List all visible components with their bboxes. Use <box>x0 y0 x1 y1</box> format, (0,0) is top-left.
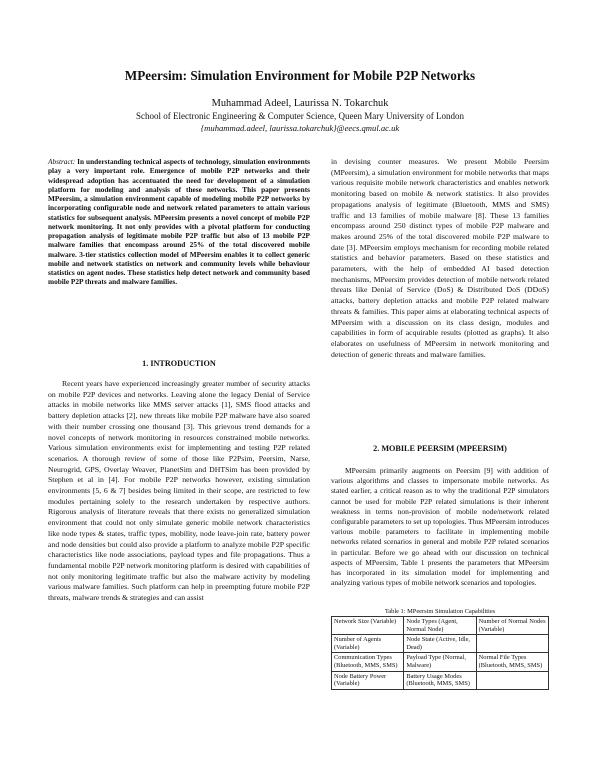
abstract-text: In understanding technical aspects of technology, simulation environments play a very important role. Emergence of mobile P2P networks and their widespread adoption has accentuated the need for development of a simulation platform for modeling and analysis of these networks. This paper presents MPeersim, a simulation environment capable of modeling mobile P2P networks by incorporating configurable node and network related parameters to attain various statistics for subsequent analysis. MPeersim presents a novel concept of mobile P2P network monitoring. It not only provides with a pivotal platform for conducting propagation analysis of legitimate mobile P2P traffic but also of 13 mobile P2P malware families that encompass around 25% of the total discovered mobile malware. 3-tier statistics collection model of MPeersim enables it to collect generic mobile and network statistics on network and community levels while behaviour statistics on agent nodes. These statistics help detect network and community based mobile P2P threats and malware families. <box>48 157 311 287</box>
table-cell: Communication Types (Bluetooth, MMS, SMS) <box>332 653 404 671</box>
table-cell: Node Types (Agent, Normal Node) <box>404 617 476 635</box>
paper-authors: Muhammad Adeel, Laurissa N. Tokarchuk <box>211 98 389 109</box>
table-cell: Payload Type (Normal, Malware) <box>404 653 476 671</box>
section2-heading: 2. MOBILE PEERSIM (MPEERSIM) <box>373 444 507 453</box>
table-cell: Number of Agents (Variable) <box>332 635 404 653</box>
table-cell: Normal File Types (Bluetooth, MMS, SMS) <box>476 653 548 671</box>
table-row <box>332 653 549 671</box>
table-row <box>332 671 549 689</box>
paper-title: MPeersim: Simulation Environment for Mobile P2P Networks <box>124 68 476 83</box>
table-cell <box>476 635 548 653</box>
intro-continued-paragraph: in devising counter measures. We present Mobile Peersim (MPeersim), a simulation environment for mobile networks that maps various requisite mobile network characteristics and enables network monitoring based on mobile & network statistics. It also provides propagations analysis of legitimate (Bluetooth, MMS and SMS) traffic and 13 families of mobile malware [8]. These 13 families encompass around 250 distinct types of mobile P2P malware and makes around 25% of the total discovered mobile P2P malware to date [3]. MPeersim employs mechanism for recording mobile related statistics and behavior parameters. Based on these statistics and parameters, with the help of embedded AI based detection mechanisms, MPeersim provides detection of mobile network related threats like Denial of Service (DoS) & Distributed DoS (DDoS) attacks, battery depletion attacks and mobile P2P related malware threats & families. This paper aims at elaborating technical aspects of MPeersim with a discussion on its class design, modules and capabilities in form of acquirable results (plotted as graphs). It also elaborates on usefulness of MPeersim in network monitoring and detection of generic threats and malware families. <box>331 157 549 359</box>
table-cell: Network Size (Variable) <box>332 617 404 635</box>
author-emails: {muhammad.adeel, laurissa.tokarchuk}@eecs.qmul.ac.uk <box>200 123 400 133</box>
table-cell: Node Battery Power (Variable) <box>332 671 404 689</box>
abstract-label: Abstract: <box>48 157 76 166</box>
intro-paragraph: Recent years have experienced increasingly greater number of security attacks on mobile P2P devices and networks. Leaving alone the legacy Denial of Service attacks in mobile networks like MMS server attacks [1], SMS flood attacks and battery depletion attacks [2], new threats like mobile P2P malware have also soared with their number crossing one thousand [3]. This grievous trend demands for a novel concepts of network monitoring in resources constrained mobile networks. Various simulation environments exist for implementing and testing P2P related scenarios. A thorough review of some of those like P2Psim, Peersim, Narse, Neurogrid, GPS, Overlay Weaver, PlanetSim and DHTSim has been provided by Stephen et al in [4]. For mobile P2P networks however, existing simulation environments [5, 6 & 7] besides being limited in their scope, are restricted to few modules pertaining solely to the research undertaken by respective authors. Rigorous analysis of literature reveals that there exists no generalized simulation environment that could not only simulate generic mobile network characteristics like node types & states, traffic types, mobility, node leave-join rate, battery power and node densities but could also provide a platform to analyze mobile P2P specific characteristics like node associations, payload types and file propagations. Thus a fundamental mobile P2P network monitoring platform is desired with capabilities of not only monitoring legitimate traffic but also the malware activity by modeling various malware families. Such platform can help in preempting future mobile P2P threats, malware trends & strategies and can assist <box>48 379 310 603</box>
table-cell: Node State (Active, Idle, Dead) <box>404 635 476 653</box>
intro-heading: 1. INTRODUCTION <box>142 359 216 368</box>
table-row <box>332 635 549 653</box>
table-cell <box>476 671 548 689</box>
section2-paragraph: MPeersim primarily augments on Peersim [9] with addition of various algorithms and classes to impersonate mobile networks. As stated earlier, a critical reason as to why the traditional P2P simulators cannot be used for mobile P2P related simulations is their inherent weakness in terms non-provision of mobile node/network related configurable parameters to set up topologies. Thus MPeersim introduces various mobile parameters to facilitate in implementing mobile networks related scenarios in general and mobile P2P related scenarios in particular. Before we go ahead with our discussion on technical aspects of MPeersim, Table 1 presents the parameters that MPeersim has incorporated in its simulation model for implementing and analyzing various types of mobile network scenarios and topologies. <box>331 466 549 588</box>
author-affiliation: School of Electronic Engineering & Computer Science, Queen Mary University of London <box>136 111 464 121</box>
capabilities-table <box>331 616 549 690</box>
table-cell: Number of Normal Nodes (Variable) <box>476 617 548 635</box>
abstract <box>48 157 310 287</box>
table-caption: Table 1: MPeersim Simulation Capabilities <box>384 608 496 615</box>
table-cell: Battery Usage Modes (Bluetooth, MMS, SMS) <box>404 671 476 689</box>
table-row <box>332 617 549 635</box>
